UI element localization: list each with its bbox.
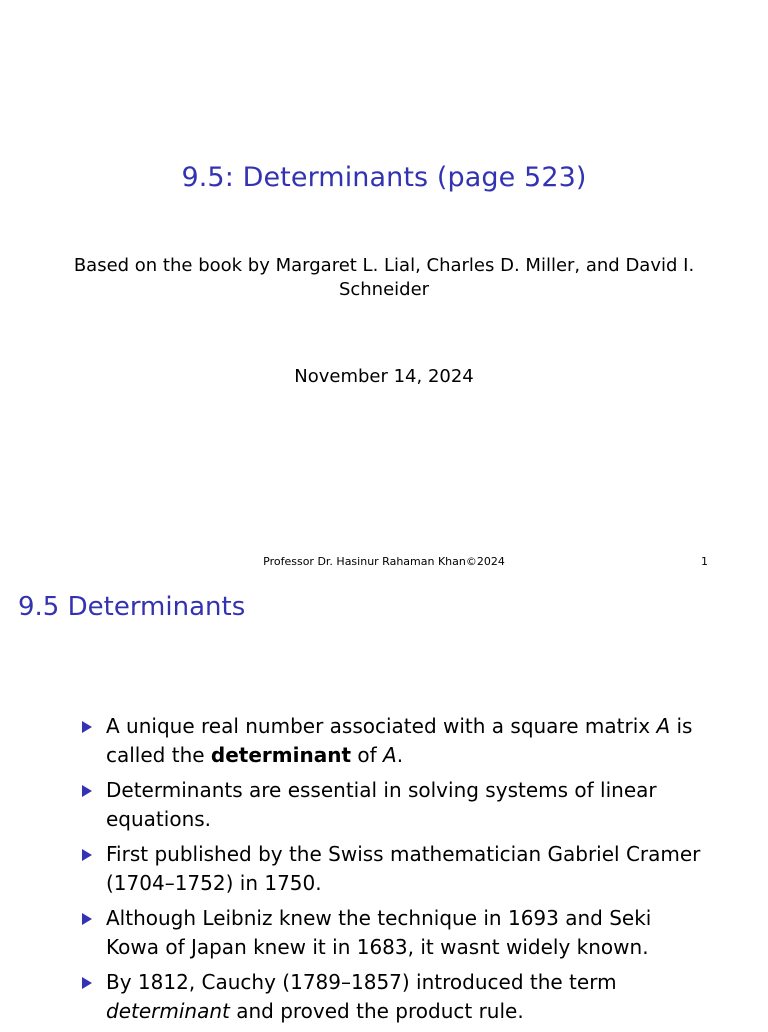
- triangle-bullet-icon: [82, 849, 92, 861]
- footer-credit: Professor Dr. Hasinur Rahaman Khan©2024: [263, 555, 505, 568]
- triangle-bullet-icon: [82, 913, 92, 925]
- bullet-item: Determinants are essential in solving systems of linear equations.: [80, 776, 710, 834]
- slide-2: [0, 582, 768, 1024]
- frame-title: 9.5 Determinants: [18, 592, 246, 622]
- date-line: November 14, 2024: [294, 366, 474, 387]
- triangle-bullet-icon: [82, 785, 92, 797]
- bullet-item: By 1812, Cauchy (1789–1857) introduced the term determinant and proved the product rule.: [80, 968, 710, 1026]
- bullet-item: First published by the Swiss mathematician Gabriel Cramer (1704–1752) in 1750.: [80, 840, 710, 898]
- author-line: Based on the book by Margaret L. Lial, Charles D. Miller, and David I. Schneider: [73, 255, 695, 300]
- bullet-item: Although Leibniz knew the technique in 1693 and Seki Kowa of Japan knew it in 1683, it wasnt widely known.: [80, 904, 710, 962]
- bullet-item: A unique real number associated with a square matrix A is called the determinant of A.: [80, 712, 710, 770]
- bullet-list: [80, 712, 710, 1032]
- triangle-bullet-icon: [82, 721, 92, 733]
- page-title: 9.5: Determinants (page 523): [181, 162, 587, 193]
- page-number: 1: [701, 555, 708, 568]
- triangle-bullet-icon: [82, 977, 92, 989]
